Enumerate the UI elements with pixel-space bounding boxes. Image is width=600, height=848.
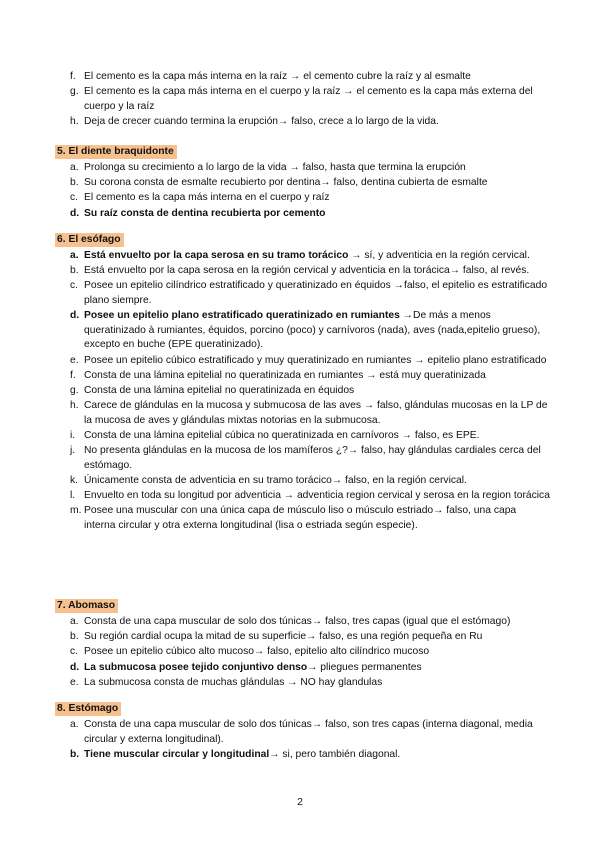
list-item: i. Consta de una lámina epitelial cúbica no queratinizada en carnívoros → falso, es EPE. xyxy=(70,429,480,441)
list-item: g. Consta de una lámina epitelial no queratinizada en équidos xyxy=(70,384,355,396)
item-list xyxy=(0,615,600,690)
list-item: a. Prolonga su crecimiento a lo largo de la vida → falso, hasta que termina la erupción xyxy=(70,162,466,173)
list-item: d. Posee un epitelio plano estratificado queratinizado en rumiantes →De más a menos queratinizado à rumiantes, équidos, porcino (poco) y carnívoros (nada), aves (nada,epitelio grueso), excepto en buche (EPE queratinizado). xyxy=(70,310,541,351)
list-item: a. Consta de una capa muscular de solo dos túnicas→ falso, son tres capas (interna diagonal, media circular y externa longitudinal). xyxy=(70,719,533,745)
section-esofago xyxy=(0,233,600,534)
section-abomaso xyxy=(0,599,600,691)
list-item: e. Posee un epitelio cúbico estratificado y muy queratinizado en rumiantes → epitelio plano estratificado xyxy=(70,354,547,366)
list-item: f. Consta de una lámina epitelial no queratinizada en rumiantes → está muy queratinizada xyxy=(70,369,486,381)
list-item: d. La submucosa posee tejido conjuntivo denso→ pliegues permanentes xyxy=(70,661,422,673)
list-item: b. Su región cardial ocupa la mitad de su superficie→ falso, es una región pequeña en Ru xyxy=(70,631,483,643)
list-item: j. No presenta glándulas en la mucosa de los mamíferos ¿?→ falso, hay glándulas cardiales cerca del estómago. xyxy=(70,445,541,471)
list-item: b. Su corona consta de esmalte recubierto por dentina→ falso, dentina cubierta de esmalte xyxy=(70,177,488,189)
list-item: h. Carece de glándulas en la mucosa y submucosa de las aves → falso, glándulas mucosas en la LP de la mucosa de aves y glándulas mixtas notorias en la submucosa. xyxy=(70,400,548,426)
list-item: b. Tiene muscular circular y longitudinal→ si, pero también diagonal. xyxy=(70,748,401,760)
item-list xyxy=(0,161,600,221)
page-number: 2 xyxy=(297,796,303,808)
item-list xyxy=(0,249,600,533)
list-item: h. Deja de crecer cuando termina la erupción→ falso, crece a lo largo de la vida. xyxy=(70,115,439,127)
list-item: l. Envuelto en toda su longitud por adventicia → adventicia region cervical y serosa en la region torácica xyxy=(70,490,550,502)
list-item: c. El cemento es la capa más interna en el cuerpo y raíz xyxy=(70,192,330,204)
list-item: a. Consta de una capa muscular de solo dos túnicas→ falso, tres capas (igual que el estómago) xyxy=(70,616,511,627)
section-heading: 8. Estómago xyxy=(55,702,121,716)
list-item: f. El cemento es la capa más interna en la raíz → el cemento cubre la raíz y al esmalte xyxy=(70,71,471,82)
section-diente-braquidonte xyxy=(0,145,600,222)
section-heading: 7. Abomaso xyxy=(55,599,118,613)
list-item: c. Posee un epitelio cúbico alto mucoso→ falso, epitelio alto cilíndrico mucoso xyxy=(70,646,430,658)
section-heading: 6. El esófago xyxy=(55,233,124,247)
section-estomago xyxy=(0,702,600,763)
list-item: a. Está envuelto por la capa serosa en su tramo torácico → sí, y adventicia en la región cervical. xyxy=(70,250,530,261)
list-item: b. Está envuelto por la capa serosa en la región cervical y adventicia en la torácica→ falso, al revés. xyxy=(70,265,530,277)
list-item: e. La submucosa consta de muchas glándulas → NO hay glandulas xyxy=(70,676,383,688)
list-item: d. Su raíz consta de dentina recubierta por cemento xyxy=(70,207,326,219)
section-0 xyxy=(0,70,600,130)
section-heading: 5. El diente braquidonte xyxy=(55,145,177,159)
list-item: c. Posee un epitelio cilíndrico estratificado y queratinizado en équidos →falso, el epitelio es estratificado plano siempre. xyxy=(70,280,548,306)
item-list xyxy=(0,718,600,762)
item-list xyxy=(0,70,600,130)
list-item: m. Posee una muscular con una única capa de músculo liso o músculo estriado→ falso, una capa interna circular y otra externa longitudinal (lisa o estriada según especie). xyxy=(70,505,517,531)
list-item: k. Únicamente consta de adventicia en su tramo torácico→ falso, en la región cervical. xyxy=(70,474,467,486)
list-item: g. El cemento es la capa más interna en el cuerpo y la raíz → el cemento es la capa más externa del cuerpo y la raíz xyxy=(70,86,533,112)
